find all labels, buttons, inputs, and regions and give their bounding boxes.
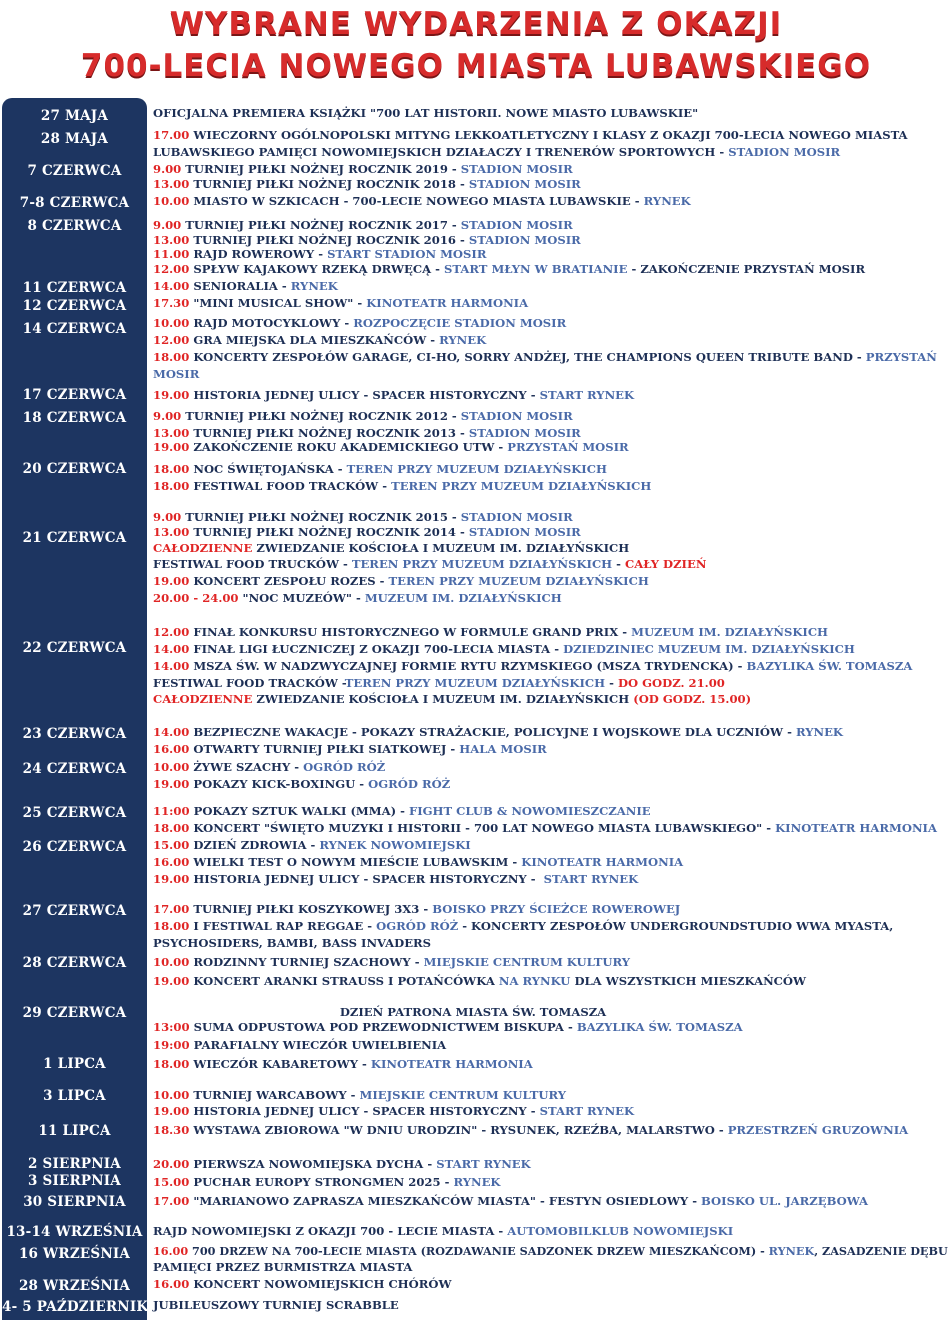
event-text: SPŁYW KAJAKOWY RZEKĄ DRWĘCĄ - xyxy=(189,262,444,276)
date-label: 11 LIPCA xyxy=(38,1123,111,1139)
event-line xyxy=(153,1038,446,1052)
event-text: PARAFIALNY WIECZÓR UWIELBIENIA xyxy=(189,1038,447,1052)
event-line xyxy=(153,462,607,476)
event-text: ZWIEDZANIE KOŚCIOŁA I MUZEUM IM. DZIAŁYŃSKICH xyxy=(252,692,634,706)
date-label: 21 CZERWCA xyxy=(22,530,127,546)
title-line-2: 700-LECIA NOWEGO MIASTA LUBAWSKIEGO xyxy=(80,48,872,84)
date-label: 8 CZERWCA xyxy=(27,218,122,234)
event-text: "MARIANOWO ZAPRASZA MIESZKAŃCÓW MIASTA" - FESTYN OSIEDLOWY - xyxy=(189,1194,702,1208)
event-line xyxy=(153,177,581,191)
event-text: FESTIWAL FOOD TRACKÓW - xyxy=(189,479,392,493)
event-line xyxy=(153,279,338,293)
event-location: START MŁYN W BRATIANIE xyxy=(443,262,628,276)
event-line xyxy=(153,388,634,402)
event-location: OGRÓD RÓŻ xyxy=(368,777,451,791)
date-label: 2 SIERPNIA xyxy=(28,1156,121,1172)
event-text: WIECZORNY OGÓLNOPOLSKI MITYNG LEKKOATLETYCZNY I KLASY Z OKAZJI 700-LECIA NOWEGO MIASTA xyxy=(189,128,908,142)
event-time: 17.30 xyxy=(153,296,190,310)
event-text: PUCHAR EUROPY STRONGMEN 2025 - xyxy=(189,1175,454,1189)
event-line xyxy=(153,557,706,571)
event-location: START RYNEK xyxy=(543,872,639,886)
event-text: RAJD NOWOMIEJSKI Z OKAZJI 700 - LECIE MIASTA - xyxy=(153,1224,508,1238)
event-text: FINAŁ KONKURSU HISTORYCZNEGO W FORMULE GRAND PRIX - xyxy=(189,625,632,639)
event-location: TEREN PRZY MUZEUM DZIAŁYŃSKICH xyxy=(388,574,649,588)
event-text: FINAŁ LIGI ŁUCZNICZEJ Z OKAZJI 700-LECIA MIASTA - xyxy=(189,642,564,656)
event-time: 11:00 xyxy=(153,804,190,818)
event-text: HISTORIA JEDNEJ ULICY - SPACER HISTORYCZNY - xyxy=(189,388,540,402)
event-text: 700 DRZEW NA 700-LECIE MIASTA (ROZDAWANIE SADZONEK DRZEW MIESZKAŃCOM) - xyxy=(188,1244,769,1258)
date-label: 16 WRZEŚNIA xyxy=(18,1246,131,1262)
event-time: 18.00 xyxy=(153,479,190,493)
date-label: 18 CZERWCA xyxy=(22,410,127,426)
event-location: OGRÓD RÓŻ xyxy=(376,919,459,933)
date-label: 1 LIPCA xyxy=(43,1056,106,1072)
event-line xyxy=(153,262,865,276)
event-location: STADION MOSIR xyxy=(468,525,581,539)
event-line xyxy=(153,838,471,852)
event-line xyxy=(153,1157,531,1171)
event-location: DZIEDZINIEC MUZEUM IM. DZIAŁYŃSKICH xyxy=(563,642,855,656)
event-line xyxy=(153,128,908,142)
event-time: 16.00 xyxy=(153,1277,190,1291)
event-text: JUBILEUSZOWY TURNIEJ SCRABBLE xyxy=(153,1298,399,1312)
event-time: 19.00 xyxy=(153,872,190,886)
event-text: WIELKI TEST O NOWYM MIEŚCIE LUBAWSKIM - xyxy=(189,855,522,869)
event-line xyxy=(153,642,855,656)
event-line xyxy=(153,409,573,423)
date-label: 26 CZERWCA xyxy=(22,839,127,855)
event-text: TURNIEJ PIŁKI NOŻNEJ ROCZNIK 2012 - xyxy=(181,409,461,423)
event-time: 13:00 xyxy=(153,1020,190,1034)
event-text: NOC ŚWIĘTOJAŃSKA - xyxy=(189,462,347,476)
event-time: 17.00 xyxy=(153,1194,190,1208)
event-location: RYNEK xyxy=(643,194,691,208)
event-location: TEREN PRZY MUZEUM DZIAŁYŃSKICH xyxy=(346,462,607,476)
event-location: BAZYLIKA ŚW. TOMASZA xyxy=(746,659,913,673)
event-location: RYNEK xyxy=(439,333,487,347)
date-label: 13-14 WRZEŚNIA xyxy=(6,1224,143,1240)
event-text: "MINI MUSICAL SHOW" - xyxy=(189,296,367,310)
event-line xyxy=(153,1175,501,1189)
date-label: 7 CZERWCA xyxy=(27,163,122,179)
event-line xyxy=(153,525,581,539)
event-time: 19.00 xyxy=(153,974,190,988)
event-line xyxy=(153,316,566,330)
event-time: 19.00 xyxy=(153,777,190,791)
event-line xyxy=(153,919,893,933)
event-line xyxy=(153,233,581,247)
event-time: 16.00 xyxy=(153,742,190,756)
date-label: 11 CZERWCA xyxy=(22,280,127,296)
event-location: BOISKO PRZY ŚCIEŻCE ROWEROWEJ xyxy=(432,902,681,916)
event-text: TURNIEJ PIŁKI NOŻNEJ ROCZNIK 2015 - xyxy=(181,510,461,524)
event-location: MUZEUM IM. DZIAŁYŃSKICH xyxy=(631,625,829,639)
event-text: OTWARTY TURNIEJ PIŁKI SIATKOWEJ - xyxy=(189,742,460,756)
event-location: BOISKO UL. JARZĘBOWA xyxy=(701,1194,868,1208)
event-location: STADION MOSIR xyxy=(468,233,581,247)
event-time: 19:00 xyxy=(153,1038,190,1052)
event-line xyxy=(153,574,649,588)
event-note: CAŁODZIENNE xyxy=(153,692,253,706)
event-text: KONCERT NOWOMIEJSKICH CHÓRÓW xyxy=(189,1277,452,1291)
event-text: RAJD ROWEROWY - xyxy=(189,247,328,261)
event-text: , ZASADZENIE DĘBU xyxy=(814,1244,948,1258)
event-text: KONCERT ARANKI STRAUSS I POTAŃCÓWKA xyxy=(189,974,499,988)
event-line xyxy=(153,742,547,756)
event-line xyxy=(153,296,528,310)
event-text: GRA MIEJSKA DLA MIESZKAŃCÓW - xyxy=(189,333,440,347)
event-text: SENIORALIA - xyxy=(189,279,291,293)
date-label: 24 CZERWCA xyxy=(22,761,127,777)
event-text: PAMIĘCI PRZEZ BURMISTRZA MIASTA xyxy=(153,1260,413,1274)
event-line xyxy=(153,777,450,791)
event-text: TURNIEJ PIŁKI NOŻNEJ ROCZNIK 2016 - xyxy=(189,233,469,247)
event-location: MUZEUM IM. DZIAŁYŃSKICH xyxy=(364,591,562,605)
event-line xyxy=(153,1298,399,1312)
event-text: ŻYWE SZACHY - xyxy=(189,760,304,774)
event-text: TURNIEJ PIŁKI NOŻNEJ ROCZNIK 2017 - xyxy=(181,218,461,232)
event-line xyxy=(153,1194,868,1208)
event-time: 14.00 xyxy=(153,725,190,739)
event-line xyxy=(153,659,912,673)
event-line xyxy=(153,1277,452,1291)
event-location: STADION MOSIR xyxy=(460,409,573,423)
event-note: CAŁODZIENNE xyxy=(153,541,253,555)
event-location: START RYNEK xyxy=(539,1104,635,1118)
event-text: KONCERT ZESPOŁU ROZES - xyxy=(189,574,389,588)
event-note: (OD GODZ. 15.00) xyxy=(633,692,752,706)
event-time: 18.00 xyxy=(153,350,190,364)
event-location: RYNEK xyxy=(290,279,338,293)
event-location: RYNEK xyxy=(453,1175,501,1189)
date-label: 25 CZERWCA xyxy=(22,805,127,821)
event-location: MOSIR xyxy=(153,367,200,381)
event-time: 14.00 xyxy=(153,659,190,673)
event-location: PRZYSTAŃ MOSIR xyxy=(507,440,629,454)
event-text: OFICJALNA PREMIERA KSIĄŻKI "700 LAT HISTORII. NOWE MIASTO LUBAWSKIE" xyxy=(153,106,699,120)
event-location: KINOTEATR HARMONIA xyxy=(370,1057,533,1071)
date-label: 3 SIERPNIA xyxy=(28,1173,121,1189)
event-line xyxy=(153,426,581,440)
event-text: "NOC MUZEÓW" - xyxy=(238,591,365,605)
title-line-1: WYBRANE WYDARZENIA Z OKAZJI xyxy=(169,6,783,42)
event-line xyxy=(153,1104,634,1118)
event-text: TURNIEJ PIŁKI KOSZYKOWEJ 3X3 - xyxy=(189,902,433,916)
date-label: 22 CZERWCA xyxy=(22,640,127,656)
event-time: 17.00 xyxy=(153,902,190,916)
event-text: TURNIEJ PIŁKI NOŻNEJ ROCZNIK 2014 - xyxy=(189,525,469,539)
event-text: PSYCHOSIDERS, BAMBI, BASS INVADERS xyxy=(153,936,432,950)
event-time: 19.00 xyxy=(153,440,190,454)
event-text: RAJD MOTOCYKLOWY - xyxy=(189,316,354,330)
event-line xyxy=(153,162,573,176)
event-line xyxy=(153,676,725,690)
event-line xyxy=(153,145,840,159)
event-time: 13.00 xyxy=(153,525,190,539)
event-line xyxy=(153,510,573,524)
date-label: 28 CZERWCA xyxy=(22,955,127,971)
event-text: - ZAKOŃCZENIE PRZYSTAŃ MOSIR xyxy=(627,262,866,276)
event-line xyxy=(153,440,629,454)
event-line xyxy=(153,367,199,381)
event-text: TURNIEJ PIŁKI NOŻNEJ ROCZNIK 2018 - xyxy=(189,177,469,191)
event-location: TEREN PRZY MUZEUM DZIAŁYŃSKICH xyxy=(351,557,613,571)
event-text: TURNIEJ PIŁKI NOŻNEJ ROCZNIK 2013 - xyxy=(189,426,469,440)
event-text: I FESTIWAL RAP REGGAE - xyxy=(189,919,377,933)
date-label: 4- 5 PAŹDZIERNIKA xyxy=(2,1299,159,1315)
event-location: RYNEK xyxy=(768,1244,815,1258)
event-line xyxy=(153,855,683,869)
event-time: 13.00 xyxy=(153,177,190,191)
event-location: AUTOMOBILKLUB NOWOMIEJSKI xyxy=(507,1224,734,1238)
event-text: KONCERTY ZESPOŁÓW GARAGE, CI-HO, SORRY ANDŻEJ, THE CHAMPIONS QUEEN TRIBUTE BAND - xyxy=(189,350,866,364)
event-text: RODZINNY TURNIEJ SZACHOWY - xyxy=(189,955,424,969)
event-text: DZIEŃ ZDROWIA - xyxy=(189,838,320,852)
event-text: KONCERT "ŚWIĘTO MUZYKI I HISTORII - 700 LAT NOWEGO MIASTA LUBAWSKIEGO" - xyxy=(189,821,776,835)
event-time: 14.00 xyxy=(153,642,190,656)
event-location: STADION MOSIR xyxy=(468,426,581,440)
event-line xyxy=(153,692,751,706)
event-location: KINOTEATR HARMONIA xyxy=(775,821,937,835)
date-label: 3 LIPCA xyxy=(43,1088,106,1104)
event-text: - xyxy=(612,557,626,571)
event-time: 18.30 xyxy=(153,1123,190,1137)
event-text: ZAKOŃCZENIE ROKU AKADEMICKIEGO UTW - xyxy=(189,440,508,454)
event-text: HISTORIA JEDNEJ ULICY - SPACER HISTORYCZNY - xyxy=(189,1104,540,1118)
event-line xyxy=(153,974,806,988)
event-time: 20.00 - 24.00 xyxy=(153,591,239,605)
event-time: 13.00 xyxy=(153,426,190,440)
event-location: KINOTEATR HARMONIA xyxy=(521,855,684,869)
date-label: 14 CZERWCA xyxy=(22,321,127,337)
event-line xyxy=(153,479,651,493)
date-label: 27 MAJA xyxy=(40,108,109,124)
event-location: STADION MOSIR xyxy=(460,218,573,232)
event-line xyxy=(153,194,691,208)
event-line xyxy=(153,1005,793,1019)
event-location: NA RYNKU xyxy=(498,974,571,988)
event-time: 10.00 xyxy=(153,316,190,330)
event-location: MIEJSKIE CENTRUM KULTURY xyxy=(423,955,631,969)
event-text: FESTIWAL FOOD TRUCKÓW - xyxy=(153,557,352,571)
event-time: 12.00 xyxy=(153,625,190,639)
event-time: 12.00 xyxy=(153,333,190,347)
event-line xyxy=(153,1260,412,1274)
event-text: MIASTO W SZKICACH - 700-LECIE NOWEGO MIASTA LUBAWSKIE - xyxy=(189,194,644,208)
event-text: PIERWSZA NOWOMIEJSKA DYCHA - xyxy=(189,1157,437,1171)
event-line xyxy=(153,247,486,261)
event-text: LUBAWSKIEGO PAMIĘCI NOWOMIEJSKICH DZIAŁACZY I TRENERÓW SPORTOWYCH - xyxy=(153,145,729,159)
event-time: 10.00 xyxy=(153,1088,190,1102)
event-location: ROZPOCZĘCIE STADION MOSIR xyxy=(353,316,567,330)
event-location: START RYNEK xyxy=(436,1157,531,1171)
event-line xyxy=(153,218,573,232)
event-line xyxy=(153,106,698,120)
event-line xyxy=(153,541,629,555)
event-location: RYNEK NOWOMIEJSKI xyxy=(319,838,471,852)
event-line xyxy=(153,725,843,739)
event-time: 10.00 xyxy=(153,955,190,969)
event-location: OGRÓD RÓŻ xyxy=(303,760,386,774)
event-location: BAZYLIKA ŚW. TOMASZA xyxy=(576,1020,743,1034)
event-line xyxy=(153,1088,566,1102)
event-location: START STADION MOSIR xyxy=(327,247,487,261)
event-location: HALA MOSIR xyxy=(459,742,547,756)
event-time: 19.00 xyxy=(153,574,190,588)
date-label: 12 CZERWCA xyxy=(22,298,127,314)
event-time: 9.00 xyxy=(153,162,182,176)
event-time: 10.00 xyxy=(153,194,190,208)
event-note: DO GODZ. 21.00 xyxy=(617,676,725,690)
event-text: POKAZY KICK-BOXINGU - xyxy=(189,777,369,791)
event-text: BEZPIECZNE WAKACJE - POKAZY STRAŻACKIE, POLICYJNE I WOJSKOWE DLA UCZNIÓW - xyxy=(189,725,796,739)
event-location: RYNEK xyxy=(795,725,844,739)
event-location: KINOTEATR HARMONIA xyxy=(366,296,529,310)
event-line xyxy=(153,625,828,639)
event-location: STADION MOSIR xyxy=(460,162,573,176)
event-text: FESTIWAL FOOD TRACKÓW - xyxy=(153,676,345,690)
event-time: 18.00 xyxy=(153,821,190,835)
event-text: ZWIEDZANIE KOŚCIOŁA I MUZEUM IM. DZIAŁYŃSKICH xyxy=(252,541,630,555)
event-text: POKAZY SZTUK WALKI (MMA) - xyxy=(189,804,409,818)
event-time: 9.00 xyxy=(153,409,182,423)
event-location: PRZYSTAŃ xyxy=(865,350,937,364)
event-time: 10.00 xyxy=(153,760,190,774)
event-time: 18.00 xyxy=(153,462,190,476)
event-text: TURNIEJ WARCABOWY - xyxy=(189,1088,360,1102)
event-text: - KONCERTY ZESPOŁÓW UNDERGROUNDSTUDIO WWA MYASTA, xyxy=(458,919,894,933)
event-line xyxy=(153,591,562,605)
event-location: MIEJSKIE CENTRUM KULTURY xyxy=(359,1088,567,1102)
event-time: 16.00 xyxy=(153,1244,189,1258)
event-line xyxy=(153,1244,948,1258)
event-time: 15.00 xyxy=(153,1175,190,1189)
date-label: 29 CZERWCA xyxy=(22,1005,127,1021)
event-line xyxy=(153,760,385,774)
event-line xyxy=(153,936,431,950)
event-text: DZIEŃ PATRONA MIASTA ŚW. TOMASZA xyxy=(339,1005,607,1019)
event-note: CAŁY DZIEŃ xyxy=(625,557,707,571)
event-time: 9.00 xyxy=(153,510,182,524)
event-line xyxy=(153,872,638,886)
event-line xyxy=(153,804,651,818)
date-label: 28 WRZEŚNIA xyxy=(18,1278,131,1294)
event-time: 17.00 xyxy=(153,128,190,142)
event-location: TEREN PRZY MUZEUM DZIAŁYŃSKICH xyxy=(344,676,606,690)
date-label: 7-8 CZERWCA xyxy=(19,195,130,211)
event-location: PRZESTRZEŃ GRUZOWNIA xyxy=(727,1123,909,1137)
event-line xyxy=(153,821,937,835)
event-line xyxy=(153,955,630,969)
event-text: - xyxy=(605,676,618,690)
event-text: SUMA ODPUSTOWA POD PRZEWODNICTWEM BISKUPA - xyxy=(189,1020,577,1034)
date-label: 23 CZERWCA xyxy=(22,726,127,742)
event-text: WYSTAWA ZBIOROWA "W DNIU URODZIN" - RYSUNEK, RZEŹBA, MALARSTWO - xyxy=(189,1123,728,1137)
event-line xyxy=(153,1020,743,1034)
event-time: 19.00 xyxy=(153,388,190,402)
event-time: 16.00 xyxy=(153,855,190,869)
event-text: WIECZÓR KABARETOWY - xyxy=(189,1057,371,1071)
date-label: 27 CZERWCA xyxy=(22,903,127,919)
event-time: 9.00 xyxy=(153,218,182,232)
event-line xyxy=(153,1224,733,1238)
event-time: 12.00 xyxy=(153,262,190,276)
event-time: 20.00 xyxy=(153,1157,190,1171)
event-text: MSZA ŚW. W NADZWYCZAJNEJ FORMIE RYTU RZYMSKIEGO (MSZA TRYDENCKA) - xyxy=(189,659,747,673)
event-text: DLA WSZYSTKICH MIESZKAŃCÓW xyxy=(570,974,807,988)
event-location: START RYNEK xyxy=(539,388,635,402)
event-line xyxy=(153,1057,533,1071)
event-location: FIGHT CLUB & NOWOMIESZCZANIE xyxy=(408,804,651,818)
event-line xyxy=(153,902,680,916)
date-label: 28 MAJA xyxy=(40,131,109,147)
event-time: 18.00 xyxy=(153,1057,190,1071)
event-text: HISTORIA JEDNEJ ULICY - SPACER HISTORYCZNY - xyxy=(189,872,544,886)
date-label: 20 CZERWCA xyxy=(22,461,127,477)
event-location: STADION MOSIR xyxy=(468,177,581,191)
event-location: TEREN PRZY MUZEUM DZIAŁYŃSKICH xyxy=(391,479,652,493)
event-text: TURNIEJ PIŁKI NOŻNEJ ROCZNIK 2019 - xyxy=(181,162,461,176)
event-time: 13.00 xyxy=(153,233,190,247)
date-label: 30 SIERPNIA xyxy=(23,1194,126,1210)
event-line xyxy=(153,350,937,364)
event-time: 14.00 xyxy=(153,279,190,293)
event-location: STADION MOSIR xyxy=(728,145,841,159)
event-line xyxy=(153,333,486,347)
event-time: 18.00 xyxy=(153,919,190,933)
event-time: 11.00 xyxy=(153,247,190,261)
event-time: 15.00 xyxy=(153,838,190,852)
event-location: STADION MOSIR xyxy=(460,510,573,524)
event-time: 19.00 xyxy=(153,1104,190,1118)
event-line xyxy=(153,1123,908,1137)
date-label: 17 CZERWCA xyxy=(22,387,127,403)
